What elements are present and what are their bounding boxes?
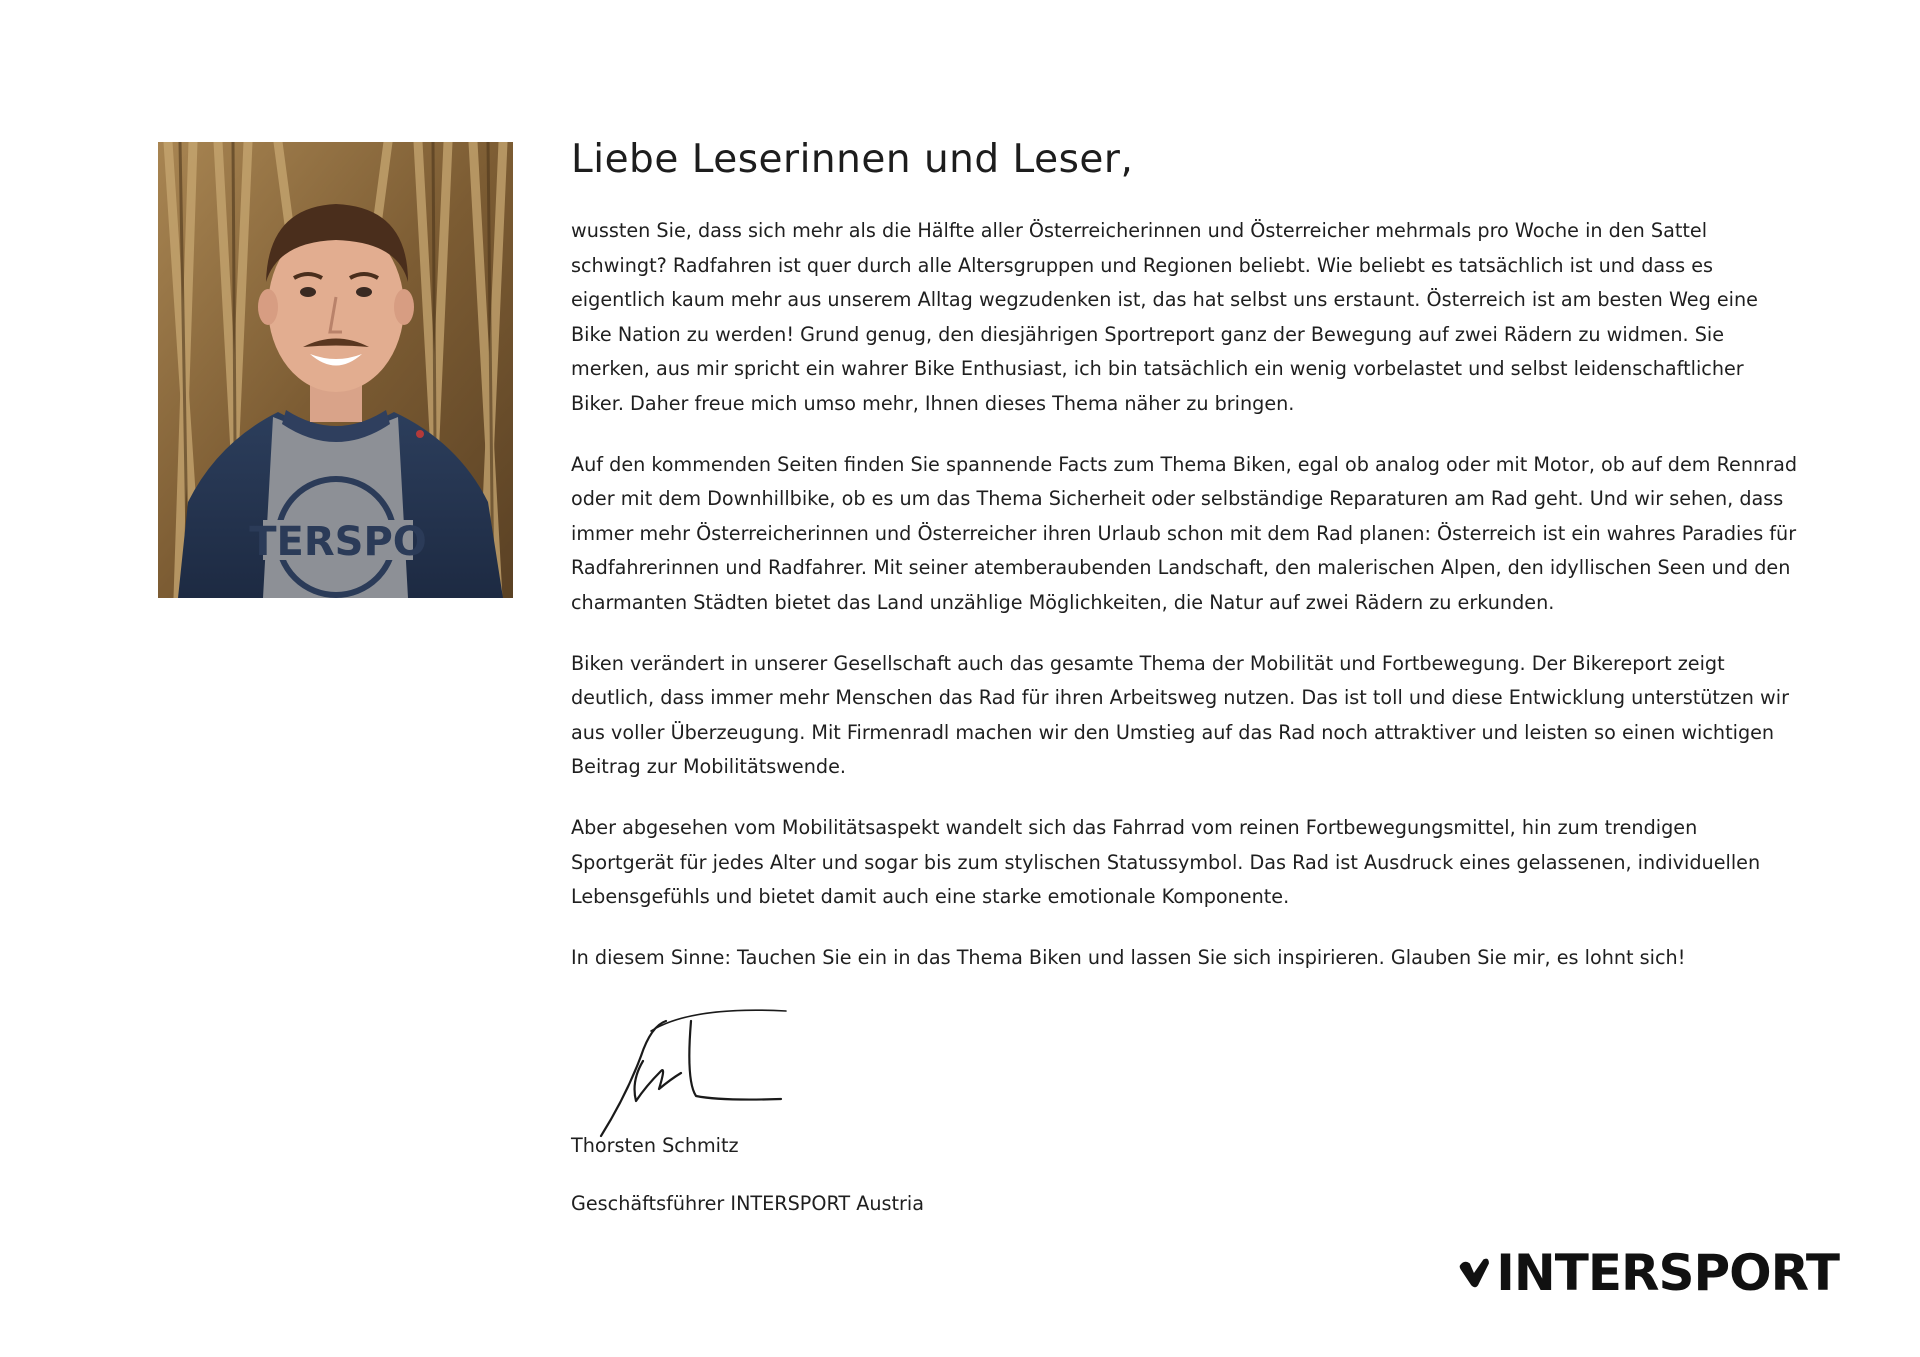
author-portrait — [158, 142, 513, 598]
intersport-logo — [1459, 1245, 1839, 1301]
letter-greeting: Liebe Leserinnen und Leser, — [571, 137, 1134, 182]
paragraph-5: In diesem Sinne: Tauchen Sie ein in das Thema Biken und lassen Sie sich inspirieren. Glauben Sie mir, es lohnt sich! — [571, 945, 1686, 969]
paragraph-4: Aber abgesehen vom Mobilitätsaspekt wandelt sich das Fahrrad vom reinen Fortbewegungsmittel, hin zum trendigen Sportgerät für jedes Alter und sogar bis zum stylischen Statussymbol. Das Rad ist Ausdruck eines gelassenen, individuellen Lebensgefühls und bietet damit auch eine starke emotionale Komponente. — [571, 815, 1761, 909]
signer-name: Thorsten Schmitz — [571, 1134, 739, 1158]
handwritten-signature — [571, 1001, 791, 1141]
paragraph-1: wussten Sie, dass sich mehr als die Hälfte aller Österreicherinnen und Österreicher mehrmals pro Woche in den Sattel schwingt? Radfahren ist quer durch alle Altersgruppen und Regionen beliebt. Wie beliebt es tatsächlich ist und dass es eigentlich kaum mehr aus unserem Alltag wegzudenken ist, das hat selbst uns erstaunt. Österreich ist am besten Weg eine Bike Nation zu werden! Grund genug, den diesjährigen Sportreport ganz der Bewegung auf zwei Rädern zu widmen. Sie merken, aus mir spricht ein wahrer Bike Enthusiast, ich bin tatsächlich ein wenig vorbelastet und selbst leidenschaftlicher Biker. Daher freue mich umso mehr, Ihnen dieses Thema näher zu bringen. — [571, 219, 1758, 415]
intersport-swoosh-icon — [1459, 1251, 1490, 1295]
paragraph-2: Auf den kommenden Seiten finden Sie spannende Facts zum Thema Biken, egal ob analog oder mit Motor, ob auf dem Rennrad oder mit dem Downhillbike, ob es um das Thema Sicherheit oder selbständige Reparaturen am Rad geht. Und wir sehen, dass immer mehr Österreicherinnen und Österreicher ihren Urlaub schon mit dem Rad planen: Österreich ist ein wahres Paradies für Radfahrerinnen und Radfahrer. Mit seiner atemberaubenden Landschaft, den malerischen Alpen, den idyllischen Seen und den charmanten Städten bietet das Land unzählige Möglichkeiten, die Natur auf zwei Rädern zu erkunden. — [571, 452, 1798, 614]
portrait-illustration — [158, 142, 513, 598]
shirt-logo-text: TERSPO — [249, 519, 427, 565]
signer-role: Geschäftsführer INTERSPORT Austria — [571, 1192, 924, 1216]
paragraph-3: Biken verändert in unserer Gesellschaft auch das gesamte Thema der Mobilität und Fortbewegung. Der Bikereport zeigt deutlich, dass immer mehr Menschen das Rad für ihren Arbeitsweg nutzen. Das ist toll und diese Entwicklung unterstützen wir aus voller Überzeugung. Mit Firmenradl machen wir den Umstieg auf das Rad noch attraktiver und leisten so einen wichtigen Beitrag zur Mobilitätswende. — [571, 651, 1789, 779]
letter-body — [571, 130, 1801, 1219]
intersport-wordmark: INTERSPORT — [1496, 1244, 1839, 1302]
